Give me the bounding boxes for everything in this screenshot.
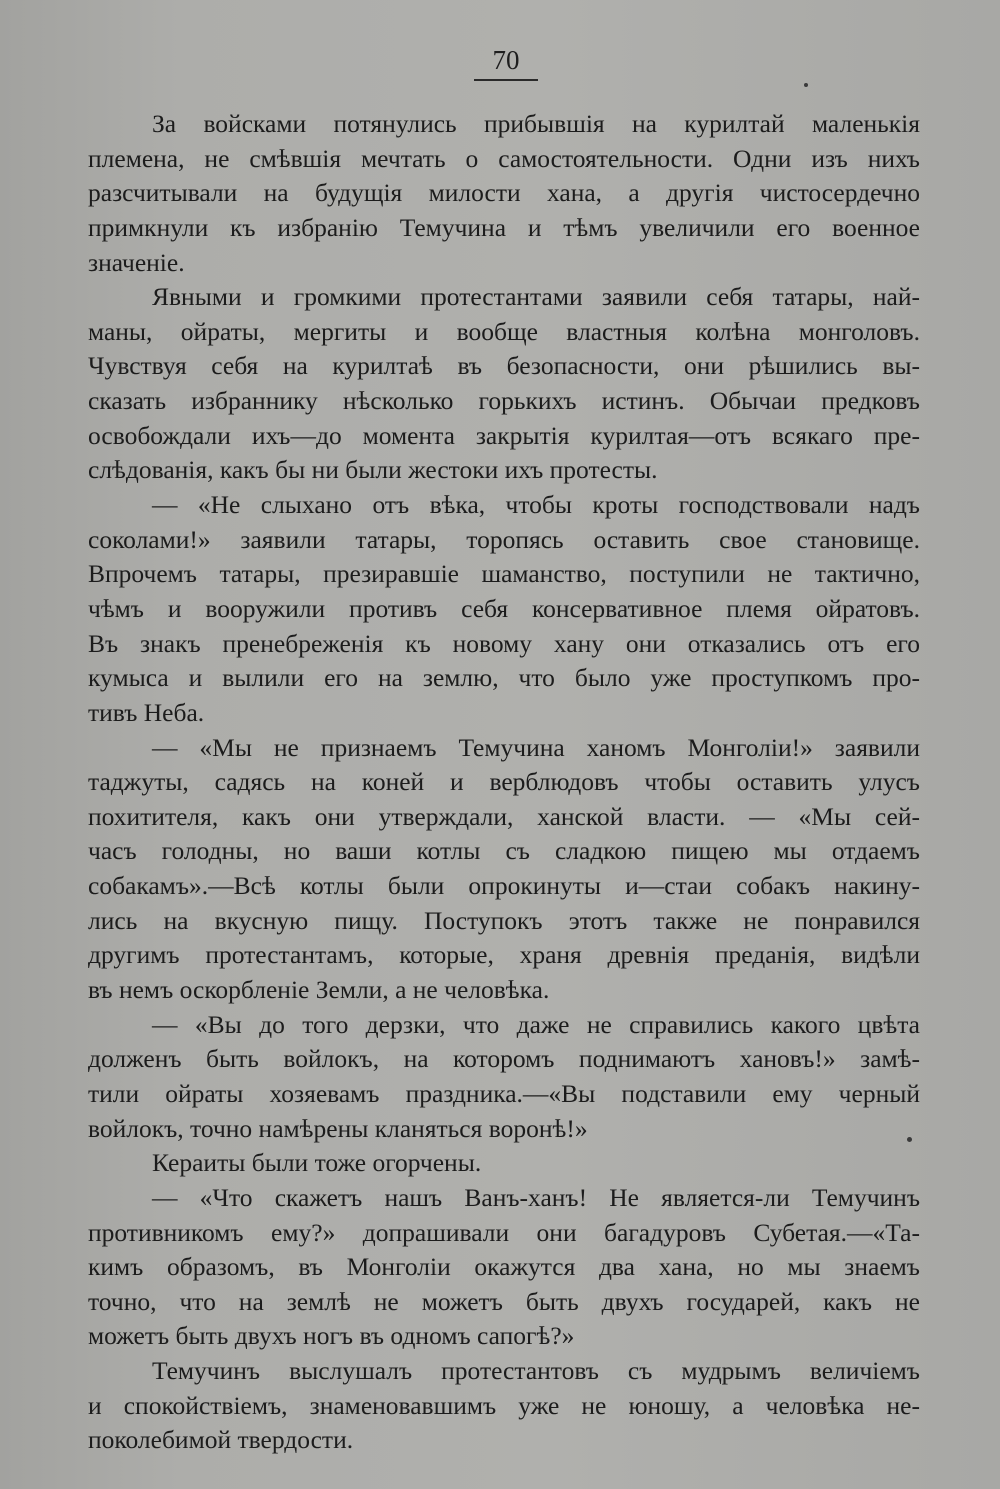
text-line: сказать избраннику нѣсколько горькихъ истинъ. Обычаи предковъ <box>88 386 920 416</box>
text-line: освобождали ихъ—до момента закрытія курилтая—отъ всякаго пре- <box>88 420 920 450</box>
paragraph <box>88 280 920 488</box>
body-text <box>88 107 920 1458</box>
text-line: тивъ Неба. <box>88 697 205 727</box>
text-line: За войсками потянулись прибывшія на курилтай маленькія <box>152 109 920 138</box>
text-line: таджуты, садясь на коней и верблюдовъ чтобы оставить улусъ <box>88 767 920 797</box>
text-line: — «Вы до того дерзки, что даже не справились какого цвѣта <box>152 1009 920 1039</box>
paragraph <box>88 1008 920 1147</box>
text-line: и спокойствіемъ, знаменовавшимъ уже не юношу, а человѣка не- <box>88 1390 920 1420</box>
text-line: Кераиты были тоже огорчены. <box>152 1148 482 1178</box>
text-line: точно, что на землѣ не можетъ быть двухъ государей, какъ не <box>88 1286 920 1316</box>
text-line: поколебимой твердости. <box>88 1425 354 1455</box>
text-line: похитителя, какъ они утверждали, ханской власти. — «Мы сей- <box>88 801 920 831</box>
text-line: Темучинъ выслушалъ протестантовъ съ мудрымъ величіемъ <box>152 1356 920 1386</box>
paragraph <box>88 1181 920 1354</box>
text-line: слѣдованія, какъ бы ни были жестоки ихъ протесты. <box>88 455 658 485</box>
text-line: войлокъ, точно намѣрены кланяться воронѣ!» <box>88 1113 588 1143</box>
paragraph <box>88 1354 920 1458</box>
text-line: маны, ойраты, мергиты и вообще властныя колѣна монголовъ. <box>88 316 920 346</box>
text-line: разсчитывали на будущія милости хана, а другія чистосердечно <box>88 178 920 208</box>
text-line: — «Не слыхано отъ вѣка, чтобы кроты господствовали надъ <box>152 490 920 520</box>
text-line: Въ знакъ пренебреженія къ новому хану они отказались отъ его <box>88 628 920 658</box>
text-line: въ немъ оскорбленіе Земли, а не человѣка. <box>88 975 550 1005</box>
text-line: племена, не смѣвшія мечтать о самостоятельности. Одни изъ нихъ <box>88 143 920 173</box>
text-line: Чувствуя себя на курилтаѣ въ безопасности, они рѣшились вы- <box>88 351 920 381</box>
text-line: долженъ быть войлокъ, на которомъ поднимаютъ хановъ!» замѣ- <box>88 1044 920 1074</box>
text-line: — «Что скажетъ нашъ Ванъ-ханъ! Не является-ли Темучинъ <box>152 1182 920 1212</box>
paragraph <box>88 1146 920 1181</box>
text-line: Впрочемъ татары, презиравшіе шаманство, поступили не тактично, <box>88 559 920 589</box>
text-line: соколами!» заявили татары, торопясь оставить свое становище. <box>88 524 920 554</box>
paragraph <box>88 488 920 730</box>
paragraph <box>88 107 920 280</box>
text-line: примкнули къ избранію Темучина и тѣмъ увеличили его военное <box>88 212 920 242</box>
ink-speck <box>804 83 808 87</box>
text-line: противникомъ ему?» допрашивали они багадуровъ Субетая.—«Та- <box>88 1217 920 1247</box>
text-line: кумыса и вылили его на землю, что было уже проступкомъ про- <box>88 663 920 693</box>
text-line: тили ойраты хозяевамъ праздника.—«Вы подставили ему черный <box>88 1078 920 1108</box>
text-line: чѣмъ и вооружили противъ себя консервативное племя ойратовъ. <box>88 593 920 623</box>
text-line: — «Мы не признаемъ Темучина ханомъ Монголіи!» заявили <box>152 732 920 762</box>
text-line: другимъ протестантамъ, которые, храня древнія преданія, видѣли <box>88 940 920 970</box>
paragraph <box>88 731 920 1008</box>
page-number: 70 <box>474 44 538 81</box>
text-line: значеніе. <box>88 247 185 277</box>
text-line: часъ голодны, но ваши котлы съ сладкою пищею мы отдаемъ <box>88 836 920 866</box>
text-line: кимъ образомъ, въ Монголіи окажутся два хана, но мы знаемъ <box>88 1252 920 1282</box>
text-line: собакамъ».—Всѣ котлы были опрокинуты и—стаи собакъ накину- <box>88 871 920 901</box>
text-line: лись на вкусную пищу. Поступокъ этотъ также не понравился <box>88 905 920 935</box>
text-line: можетъ быть двухъ ногъ въ одномъ сапогѣ?» <box>88 1321 575 1351</box>
text-line: Явными и громкими протестантами заявили себя татары, най- <box>152 282 920 312</box>
